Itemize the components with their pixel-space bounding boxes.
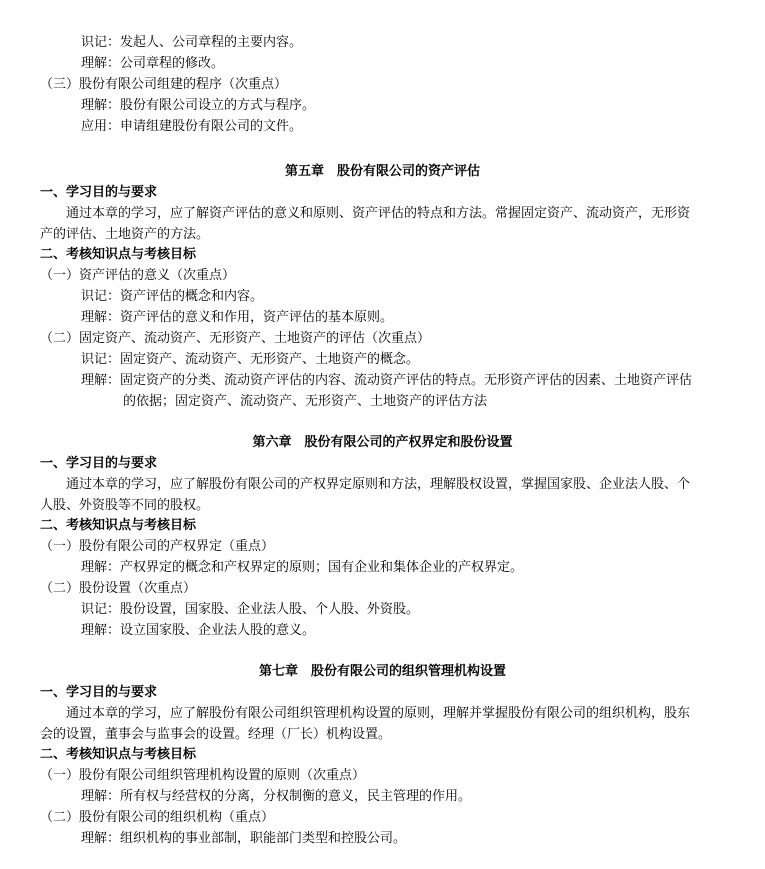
text-line: 应用：申请组建股份有限公司的文件。 — [81, 119, 303, 134]
text-line: 理解：组织机构的事业部制，职能部门类型和控股公司。 — [81, 831, 407, 846]
section-heading: 二、考核知识点与考核目标 — [40, 747, 197, 762]
text-line: 识记：发起人、公司章程的主要内容。 — [81, 35, 303, 50]
paragraph-line: 产的评估、土地资产的方法。 — [40, 227, 210, 242]
paragraph-line: 人股、外资股等不同的股权。 — [40, 498, 210, 513]
section-heading: 一、学习目的与要求 — [40, 456, 158, 471]
paragraph-line: 通过本章的学习，应了解股份有限公司组织管理机构设置的原则，理解并掌握股份有限公司的组织机构，股东 — [66, 706, 691, 721]
chapter-title: 第七章 股份有限公司的组织管理机构设置 — [258, 664, 506, 679]
subsection-heading: （二）股份有限公司的组织机构（重点） — [40, 810, 275, 825]
text-line: 理解：产权界定的概念和产权界定的原则；国有企业和集体企业的产权界定。 — [81, 560, 524, 575]
paragraph-line: 通过本章的学习，应了解资产评估的意义和原则、资产评估的特点和方法。常握固定资产、流动资产，无形资 — [66, 206, 691, 221]
text-line: 理解：设立国家股、企业法人股的意义。 — [81, 623, 316, 638]
section-heading: 一、学习目的与要求 — [40, 685, 158, 700]
subsection-heading: （二）股份设置（次重点） — [40, 581, 197, 596]
text-line: 理解：固定资产的分类、流动资产评估的内容、流动资产评估的特点。无形资产评估的因素、土地资产评估 — [81, 373, 693, 388]
text-line: 识记：股份设置，国家股、企业法人股、个人股、外资股。 — [81, 602, 420, 617]
text-line: 的依据；固定资产、流动资产、无形资产、土地资产的评估方法 — [123, 394, 488, 409]
text-line: 理解：公司章程的修改。 — [81, 56, 225, 71]
section-heading: 一、学习目的与要求 — [40, 185, 158, 200]
chapter-title: 第六章 股份有限公司的产权界定和股份设置 — [252, 435, 513, 450]
subsection-heading: （三）股份有限公司组建的程序（次重点） — [40, 77, 288, 92]
chapter-title: 第五章 股份有限公司的资产评估 — [284, 164, 480, 179]
subsection-heading: （二）固定资产、流动资产、无形资产、土地资产的评估（次重点） — [40, 331, 431, 346]
subsection-heading: （一）股份有限公司的产权界定（重点） — [40, 539, 275, 554]
section-heading: 二、考核知识点与考核目标 — [40, 247, 197, 262]
subsection-heading: （一）资产评估的意义（次重点） — [40, 268, 236, 283]
subsection-heading: （一）股份有限公司组织管理机构设置的原则（次重点） — [40, 768, 366, 783]
text-line: 理解：资产评估的意义和作用，资产评估的基本原则。 — [81, 310, 394, 325]
text-line: 理解：股份有限公司设立的方式与程序。 — [81, 98, 316, 113]
section-heading: 二、考核知识点与考核目标 — [40, 518, 197, 533]
paragraph-line: 会的设置，董事会与监事会的设置。经理（厂长）机构设置。 — [40, 727, 392, 742]
paragraph-line: 通过本章的学习，应了解股份有限公司的产权界定原则和方法，理解股权设置，掌握国家股、企业法人股、个 — [66, 477, 691, 492]
text-line: 理解：所有权与经营权的分离，分权制衡的意义，民主管理的作用。 — [81, 789, 472, 804]
text-line: 识记：固定资产、流动资产、无形资产、土地资产的概念。 — [81, 352, 420, 367]
text-line: 识记：资产评估的概念和内容。 — [81, 289, 264, 304]
